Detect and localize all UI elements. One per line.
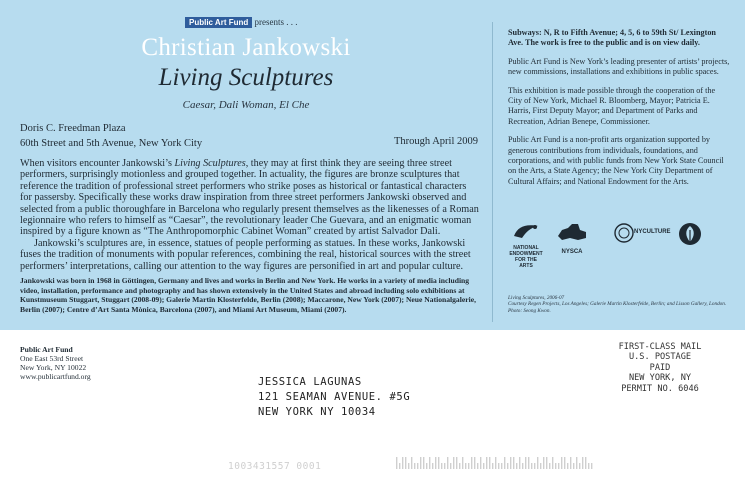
nea-bird-icon bbox=[508, 222, 544, 240]
leaf-icon bbox=[678, 222, 702, 246]
caption-line-1: Living Sculptures, 2006-07 bbox=[508, 295, 565, 301]
barcode-bar bbox=[510, 457, 511, 469]
barcode-bar bbox=[486, 457, 487, 469]
barcode-bar bbox=[552, 457, 553, 469]
barcode-bar bbox=[501, 463, 502, 469]
barcode-bar bbox=[564, 457, 565, 469]
barcode-bar bbox=[459, 463, 460, 469]
caption-line-2: Courtesy Regen Projects, Los Angeles; Galerie Martin Klosterfelde, Berlin; and Lisson Gallery, London. bbox=[508, 301, 727, 308]
barcode-bar bbox=[474, 457, 475, 469]
barcode-bar bbox=[582, 457, 583, 469]
barcode-bar bbox=[456, 457, 457, 469]
barcode-bar bbox=[396, 457, 397, 469]
barcode-bar bbox=[540, 463, 541, 469]
barcode-bar bbox=[453, 457, 454, 469]
p1-italic-title: Living Sculptures bbox=[174, 158, 246, 169]
barcode-bar bbox=[522, 463, 523, 469]
presents-text: presents . . . bbox=[254, 17, 298, 27]
barcode-bar bbox=[465, 463, 466, 469]
nysca-label: NYSCA bbox=[561, 249, 583, 255]
barcode-bar bbox=[438, 457, 439, 469]
support-paragraph: This exhibition is made possible through the cooperation of the City of New York, Michael R. Bloomberg, Mayor; Patricia E. Harris, First Deputy Mayor; and Department of Parks and Recreation, Adrian Benepe, Commissioner. bbox=[508, 85, 716, 126]
venue-name: Doris C. Freedman Plaza bbox=[20, 123, 126, 134]
barcode-bar bbox=[441, 463, 442, 469]
barcode-bar bbox=[420, 457, 421, 469]
exhibition-dates: Through April 2009 bbox=[394, 136, 478, 147]
barcode-bar bbox=[570, 457, 571, 469]
barcode-bar bbox=[543, 457, 544, 469]
nysca-logo bbox=[552, 222, 592, 255]
description-text bbox=[20, 158, 480, 272]
recipient-name: JESSICA LAGUNAS bbox=[258, 376, 362, 388]
barcode-bar bbox=[546, 457, 547, 469]
return-address bbox=[20, 345, 91, 381]
indicia-line-3: PAID bbox=[649, 362, 671, 373]
barcode-bar bbox=[447, 457, 448, 469]
p1-text-start: When visitors encounter Jankowski’s bbox=[20, 158, 175, 169]
indicia-line-4: NEW YORK, NY bbox=[628, 373, 692, 384]
barcode-bar bbox=[435, 457, 436, 469]
recipient-street: 121 SEAMAN AVENUE. #5G bbox=[258, 391, 411, 403]
barcode-bar bbox=[426, 463, 427, 469]
nea-label: NATIONAL ENDOWMENT FOR THE ARTS bbox=[509, 245, 543, 269]
barcode-bar bbox=[495, 457, 496, 469]
barcode-bar bbox=[507, 463, 508, 469]
barcode-bar bbox=[444, 463, 445, 469]
barcode-bar bbox=[513, 457, 514, 469]
barcode-bar bbox=[450, 463, 451, 469]
barcode-bar bbox=[402, 457, 403, 469]
venue-address: 60th Street and 5th Avenue, New York City bbox=[20, 138, 203, 149]
barcode-bar bbox=[408, 463, 409, 469]
about-paragraph: Public Art Fund is New York’s leading presenter of artists’ projects, new commissions, installations and exhibitions in public spaces. bbox=[508, 56, 730, 77]
barcode-bar bbox=[462, 457, 463, 469]
header-presents bbox=[185, 17, 298, 28]
barcode-bar bbox=[531, 463, 532, 469]
new-york-state-icon bbox=[552, 222, 592, 244]
barcode-bar bbox=[561, 457, 562, 469]
barcode-bar bbox=[423, 457, 424, 469]
postage-indicia bbox=[600, 342, 720, 394]
column-divider bbox=[492, 22, 493, 322]
p1-text-end: , they may at first think they are seeing three street performers, surprisingly motionless and grouped together. In actuality, the figures are bronze sculptures that reference the tradition of professional street performers who strike poses as historical or fantastical characters for passersby. Specifically these works draw inspiration from three street performers Jankowski observed and selected from a public thoroughfare in Barcelona who regularly present themselves as the likenesses of a Roman legionnaire who refers to himself as “Caesar”, the revolutionary leader Che Guevara, and an enigmatic woman inspired by a figure known as “The Anthropomorphic Cabinet Woman” created by artist Salvador Dali. bbox=[20, 158, 479, 238]
barcode-bar bbox=[525, 457, 526, 469]
barcode-bar bbox=[567, 463, 568, 469]
artist-bio: Jankowski was born in 1968 in Göttingen, Germany and lives and works in Berlin and New York. He works in a variety of media including video, installation, performance and photography and has shown extensively in the United States and abroad including solo exhibitions at Kunstmuseum Stuggart, Stuggart (2008-09); Galerie Martin Klosterfelde, Berlin (2008); Maccarone, New York (2007); Neue Nationalgalerie, Berlin (2007); Centre d’Art Santa Mònica, Barcelona (2007), and Miami Art Museum, Miami (2007). bbox=[20, 276, 476, 314]
indicia-line-5: PERMIT NO. 6046 bbox=[621, 383, 699, 394]
barcode-bar bbox=[516, 463, 517, 469]
nyculture-label: NYCULTURE bbox=[634, 229, 671, 235]
photo-caption bbox=[508, 295, 733, 314]
barcode-bar bbox=[492, 463, 493, 469]
description-paragraph-1 bbox=[20, 158, 480, 238]
exhibition-subtitle: Caesar, Dali Woman, El Che bbox=[182, 99, 310, 111]
barcode-bar bbox=[585, 457, 586, 469]
indicia-line-2: U.S. POSTAGE bbox=[628, 352, 692, 363]
barcode-bar bbox=[480, 457, 481, 469]
info-column bbox=[508, 28, 730, 195]
barcode-bar bbox=[417, 463, 418, 469]
barcode-bar bbox=[411, 457, 412, 469]
nea-logo bbox=[508, 222, 544, 269]
postal-barcode bbox=[396, 457, 596, 471]
return-org: Public Art Fund bbox=[20, 345, 73, 354]
barcode-bar bbox=[591, 463, 592, 469]
barcode-bar bbox=[579, 463, 580, 469]
barcode-bar bbox=[489, 457, 490, 469]
barcode-bar bbox=[498, 463, 499, 469]
barcode-bar bbox=[558, 463, 559, 469]
barcode-bar bbox=[483, 463, 484, 469]
barcode-bar bbox=[468, 463, 469, 469]
indicia-line-1: FIRST-CLASS MAIL bbox=[618, 342, 702, 352]
barcode-bar bbox=[555, 463, 556, 469]
barcode-number: 1003431557 0001 bbox=[228, 461, 322, 472]
barcode-bar bbox=[429, 457, 430, 469]
return-line-1: One East 53rd Street bbox=[20, 354, 84, 363]
nonprofit-paragraph: Public Art Fund is a non-profit arts organization supported by generous contributions from individuals, foundations, and corporations, and with public funds from New York State Council on the Arts, a State Agency; the New York City Department of Cultural Affairs; and National Endowment for the Arts. bbox=[508, 135, 724, 186]
barcode-bar bbox=[549, 463, 550, 469]
barcode-bar bbox=[414, 463, 415, 469]
caption-line-3: Photo: Seong Kwon. bbox=[508, 307, 551, 314]
sponsor-logos bbox=[508, 222, 730, 269]
recipient-city: NEW YORK NY 10034 bbox=[258, 406, 376, 418]
barcode-bar bbox=[399, 463, 400, 469]
barcode-bar bbox=[477, 463, 478, 469]
barcode-bar bbox=[573, 463, 574, 469]
artist-name: Christian Jankowski bbox=[141, 34, 351, 61]
barcode-bar bbox=[534, 463, 535, 469]
nyculture-logo bbox=[610, 222, 671, 249]
barcode-bar bbox=[471, 457, 472, 469]
parks-leaf-logo bbox=[678, 222, 702, 251]
subway-directions: Subways: N, R to Fifth Avenue; 4, 5, 6 to 59th St/ Lexington Ave. The work is free to the public and is on view daily. bbox=[508, 28, 716, 48]
return-line-2: New York, NY 10022 bbox=[20, 363, 87, 372]
description-paragraph-2: Jankowski’s sculptures are, in essence, statues of people performing as statues. In these works, Jankowski fuses the tradition of monuments with popular references, combining the real, historical sources with the street performers’ interpretations, calling our attention to the way figures are personified in art and popular culture. bbox=[20, 237, 471, 272]
return-website: www.publicartfund.org bbox=[20, 372, 91, 381]
barcode-bar bbox=[432, 463, 433, 469]
barcode-bar bbox=[519, 457, 520, 469]
recipient-address bbox=[258, 375, 410, 420]
exhibition-title: Living Sculptures bbox=[158, 64, 334, 91]
barcode-bar bbox=[504, 457, 505, 469]
barcode-bar bbox=[588, 463, 589, 469]
barcode-bar bbox=[576, 457, 577, 469]
venue-block bbox=[20, 121, 202, 151]
barcode-bars bbox=[396, 457, 592, 469]
barcode-bar bbox=[405, 457, 406, 469]
barcode-bar bbox=[528, 457, 529, 469]
public-art-fund-badge: Public Art Fund bbox=[185, 17, 252, 28]
barcode-bar bbox=[537, 457, 538, 469]
